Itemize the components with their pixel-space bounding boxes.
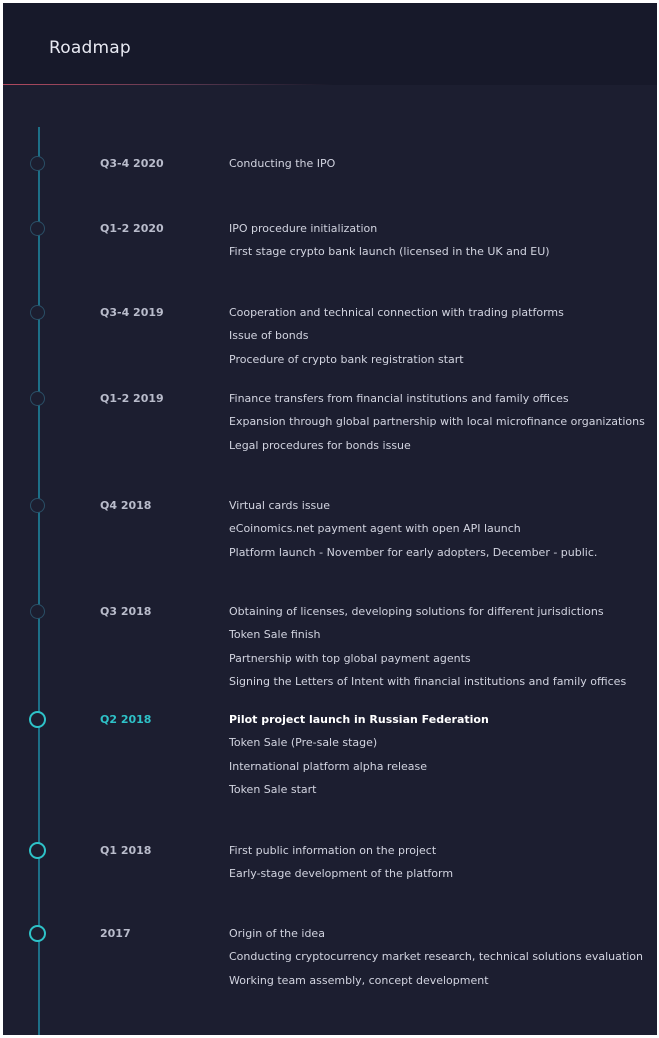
roadmap-events bbox=[229, 222, 550, 269]
timeline-node-icon bbox=[30, 305, 45, 320]
roadmap-event: Token Sale finish bbox=[229, 628, 321, 642]
timeline-node-icon bbox=[30, 156, 45, 171]
roadmap-event: Expansion through global partnership with local microfinance organizations bbox=[229, 415, 645, 429]
roadmap-event: Token Sale (Pre-sale stage) bbox=[229, 736, 378, 750]
roadmap-event: Partnership with top global payment agents bbox=[229, 651, 471, 665]
roadmap-event: Cooperation and technical connection with trading platforms bbox=[229, 306, 564, 319]
roadmap-event: IPO procedure initialization bbox=[229, 222, 378, 235]
timeline-node-icon bbox=[29, 842, 46, 859]
roadmap-period: Q3-4 2019 bbox=[100, 306, 164, 319]
roadmap-event: eCoinomics.net payment agent with open API launch bbox=[229, 522, 521, 536]
roadmap-events bbox=[229, 157, 335, 180]
roadmap-event: Legal procedures for bonds issue bbox=[229, 438, 411, 452]
roadmap-events bbox=[229, 713, 489, 806]
roadmap-events bbox=[229, 499, 597, 569]
roadmap-event: Obtaining of licenses, developing solutions for different jurisdictions bbox=[229, 605, 604, 618]
roadmap-event: First stage crypto bank launch (licensed in the UK and EU) bbox=[229, 245, 550, 259]
roadmap-events bbox=[229, 306, 564, 376]
roadmap-event: Working team assembly, concept development bbox=[229, 973, 489, 987]
timeline-node-icon bbox=[29, 925, 46, 942]
roadmap-event: Pilot project launch in Russian Federation bbox=[229, 713, 489, 726]
roadmap-period: Q4 2018 bbox=[100, 499, 152, 512]
roadmap-period: Q3-4 2020 bbox=[100, 157, 164, 170]
roadmap-event: Signing the Letters of Intent with financial institutions and family offices bbox=[229, 674, 627, 688]
roadmap-events bbox=[229, 927, 643, 997]
roadmap-event: Virtual cards issue bbox=[229, 499, 331, 512]
roadmap-event: Origin of the idea bbox=[229, 927, 325, 940]
roadmap-event: Conducting cryptocurrency market research, technical solutions evaluation bbox=[229, 950, 643, 964]
roadmap-events bbox=[229, 605, 626, 698]
roadmap-event: First public information on the project bbox=[229, 844, 437, 857]
timeline-node-icon bbox=[30, 498, 45, 513]
roadmap-period: Q1 2018 bbox=[100, 844, 152, 857]
roadmap-events bbox=[229, 844, 453, 891]
header-divider bbox=[3, 84, 333, 85]
roadmap-period: Q1-2 2020 bbox=[100, 222, 164, 235]
roadmap-event: International platform alpha release bbox=[229, 759, 428, 773]
timeline-node-icon bbox=[29, 711, 46, 728]
page-title: Roadmap bbox=[49, 38, 131, 58]
roadmap-event: Early-stage development of the platform bbox=[229, 867, 454, 881]
roadmap-period: 2017 bbox=[100, 927, 131, 940]
roadmap-event: Platform launch - November for early adopters, December - public. bbox=[229, 545, 598, 559]
roadmap-event: Token Sale start bbox=[229, 782, 317, 796]
roadmap-period: Q2 2018 bbox=[100, 713, 152, 726]
timeline-node-icon bbox=[30, 221, 45, 236]
roadmap-period: Q1-2 2019 bbox=[100, 392, 164, 405]
timeline-line bbox=[38, 127, 40, 1035]
roadmap-event: Finance transfers from financial institutions and family offices bbox=[229, 392, 569, 405]
roadmap-event: Conducting the IPO bbox=[229, 157, 336, 170]
timeline-node-icon bbox=[30, 391, 45, 406]
timeline-node-icon bbox=[30, 604, 45, 619]
roadmap-event: Procedure of crypto bank registration start bbox=[229, 352, 464, 366]
roadmap-panel bbox=[3, 3, 657, 1035]
roadmap-event: Issue of bonds bbox=[229, 329, 309, 343]
header bbox=[3, 3, 657, 85]
roadmap-events bbox=[229, 392, 645, 462]
roadmap-period: Q3 2018 bbox=[100, 605, 152, 618]
